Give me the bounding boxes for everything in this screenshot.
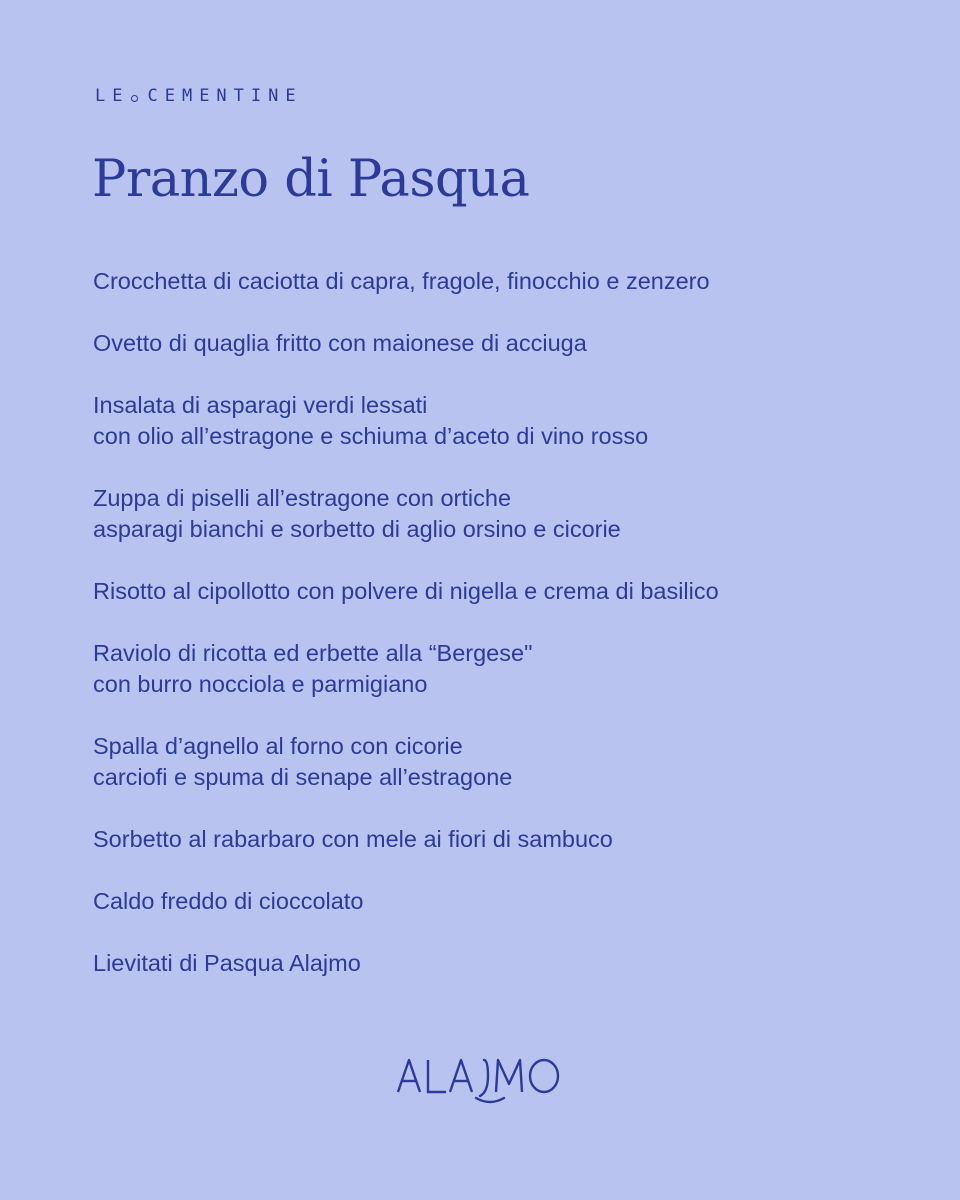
menu-item-line: Insalata di asparagi verdi lessati — [93, 392, 428, 418]
menu-item-line: Raviolo di ricotta ed erbette alla “Bergese" — [93, 640, 533, 666]
brand-left-text: LE — [95, 86, 130, 106]
brand-wordmark — [95, 86, 303, 106]
menu-item-line: asparagi bianchi e sorbetto di aglio orsino e cicorie — [93, 516, 621, 542]
menu-list — [93, 266, 893, 1010]
menu-item — [93, 948, 893, 979]
menu-item-line: Lievitati di Pasqua Alajmo — [93, 950, 361, 976]
menu-item — [93, 731, 893, 793]
menu-item-line: Ovetto di quaglia fritto con maionese di acciuga — [93, 330, 587, 356]
menu-item-line: Crocchetta di caciotta di capra, fragole, finocchio e zenzero — [93, 268, 710, 294]
menu-item-line: con burro nocciola e parmigiano — [93, 671, 428, 697]
menu-item-line: Spalla d’agnello al forno con cicorie — [93, 733, 463, 759]
menu-item — [93, 638, 893, 700]
menu-item-line: con olio all’estragone e schiuma d’aceto di vino rosso — [93, 423, 649, 449]
menu-item-line: Risotto al cipollotto con polvere di nigella e crema di basilico — [93, 578, 719, 604]
menu-item — [93, 886, 893, 917]
menu-item — [93, 576, 893, 607]
brand-right-text: CEMENTINE — [147, 86, 303, 106]
menu-item — [93, 483, 893, 545]
alajmo-logo — [0, 1052, 960, 1113]
menu-item-line: carciofi e spuma di senape all’estragone — [93, 764, 513, 790]
menu-item-line: Sorbetto al rabarbaro con mele ai fiori di sambuco — [93, 826, 613, 852]
menu-item — [93, 328, 893, 359]
page-title: Pranzo di Pasqua — [92, 150, 530, 209]
menu-item-line: Caldo freddo di cioccolato — [93, 888, 364, 914]
brand-dot-icon — [131, 95, 138, 102]
alajmo-smile-logo-icon — [390, 1052, 570, 1108]
menu-item — [93, 390, 893, 452]
menu-item — [93, 824, 893, 855]
menu-item — [93, 266, 893, 297]
menu-item-line: Zuppa di piselli all’estragone con ortiche — [93, 485, 512, 511]
